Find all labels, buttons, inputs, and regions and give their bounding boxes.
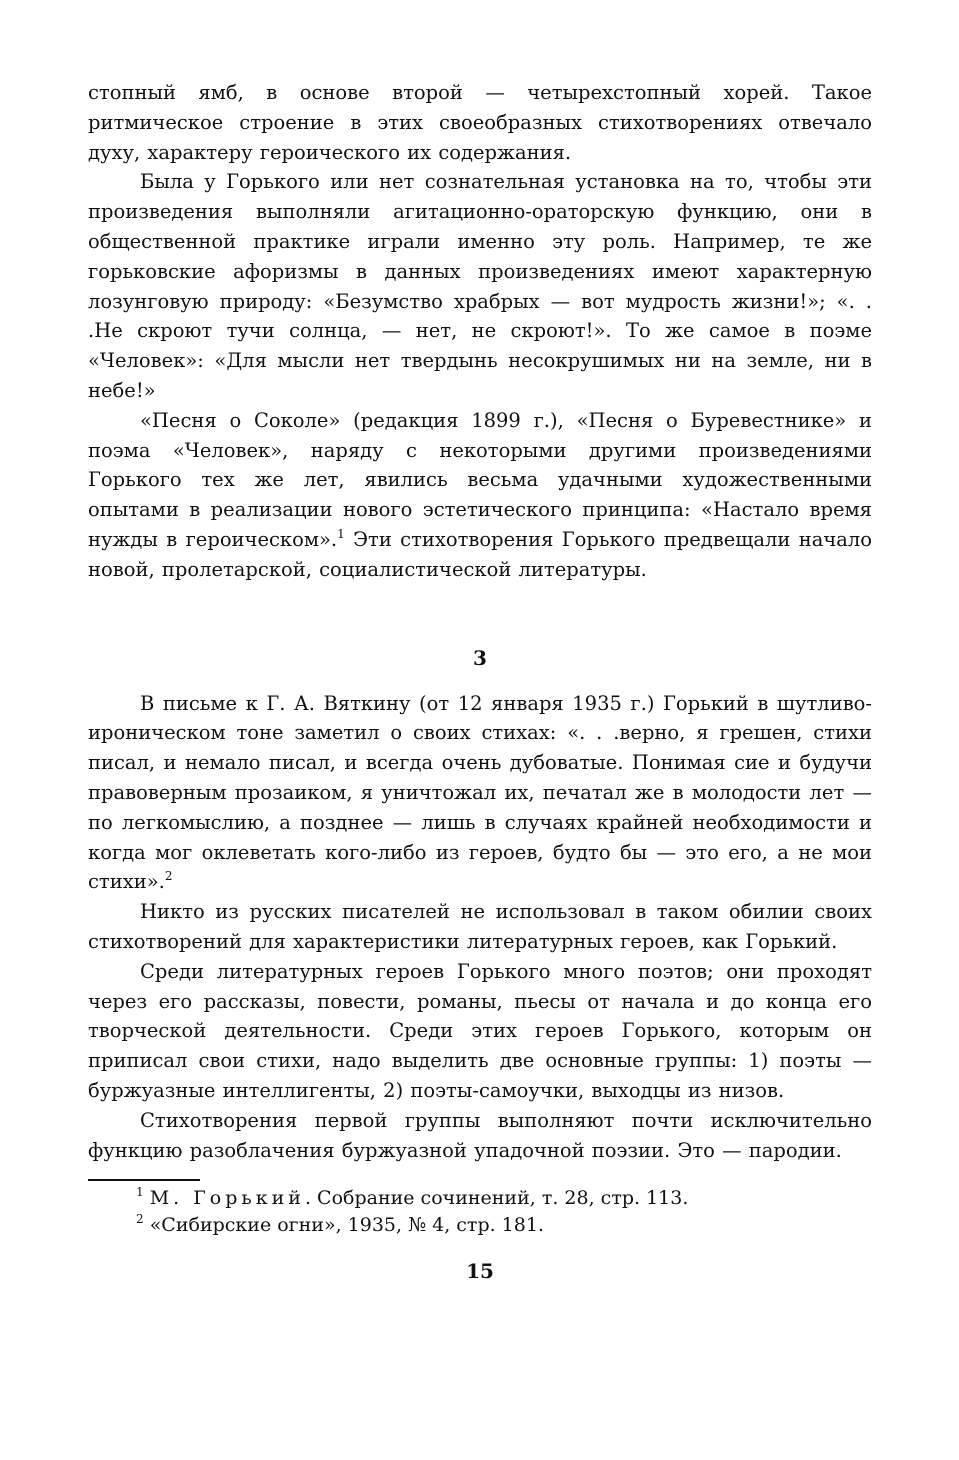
footnote-ref-2[interactable]: 2 xyxy=(164,869,173,884)
footnote-mark: 2 xyxy=(136,1212,144,1227)
footnote-divider xyxy=(88,1179,200,1181)
paragraph-4: В письме к Г. А. Вяткину (от 12 января 1935 г.) Горький в шутливо-ироническом тоне заметил о своих стихах: «. . .верно, я грешен, стихи писал, и немало писал, и всегда очень дубоватые. Понимая сие и будучи правоверным прозаиком, я уничтожал их, печатал же в молодости лет — по легкомыслию, а позднее — лишь в случаях крайней необходимости и когда мог оклеветать кого-либо из героев, будто бы — это его, а не мои стихи».$^2$ xyxy=(88,691,872,894)
section-number: 3 xyxy=(473,645,487,670)
footnote-author: М. Горький xyxy=(149,1187,305,1210)
paragraph-5: Никто из русских писателей не использовал в таком обилии своих стихотворений для характеристики литературных героев, как Горький. xyxy=(88,900,872,953)
footnote-2: $^2$ «Сибирские огни», 1935, № 4, стр. 181. xyxy=(136,1212,544,1237)
page-body xyxy=(88,78,872,1285)
paragraph-6: Среди литературных героев Горького много поэтов; они проходят через его рассказы, повести, романы, пьесы от начала и до конца его творческой деятельности. Среди этих героев Горького, которым он приписал свои стихи, надо выделить две основные группы: 1) поэты — буржуазные интеллигенты, 2) поэты-самоучки, выходцы из низов. xyxy=(88,959,872,1102)
paragraph-3: «Песня о Соколе» (редакция 1899 г.), «Песня о Буревестнике» и поэма «Человек», наряду с некоторыми другими произведениями Горького тех же лет, явились весьма удачными художественными опытами в реализации нового эстетического принципа: «Настало время нужды в героическом».$^1$ Эти стихотворения Горького предвещали начало новой, пролетарской, социалистической литературы. xyxy=(88,408,872,581)
paragraph-7: Стихотворения первой группы выполняют почти исключительно функцию разоблачения буржуазной упадочной поэзии. Это — пародии. xyxy=(88,1108,872,1162)
footnote-1: $^1$ М. Горький. Собрание сочинений, т. 28, стр. 113. xyxy=(136,1185,689,1210)
paragraph-1: стопный ямб, в основе второй — четырехстопный хорей. Такое ритмическое строение в этих своеобразных стихотворениях отвечало духу, характеру героического их содержания. xyxy=(88,81,872,164)
footnote-ref-1[interactable]: 1 xyxy=(337,526,345,541)
paragraph-2: Была у Горького или нет сознательная установка на то, чтобы эти произведения выполняли агитационно-ораторскую функцию, они в общественной практике играли именно эту роль. Например, те же горьковские афоризмы в данных произведениях имеют характерную лозунговую природу: «Безумство храбрых — вот мудрость жизни!»; «. . .Не скроют тучи солнца, — нет, не скроют!». То же самое в поэме «Человек»: «Для мысли нет твердынь несокрушимых ни на земле, ни в небе!» xyxy=(88,170,872,402)
page-number: 15 xyxy=(466,1259,494,1284)
footnote-mark: 1 xyxy=(136,1185,144,1200)
